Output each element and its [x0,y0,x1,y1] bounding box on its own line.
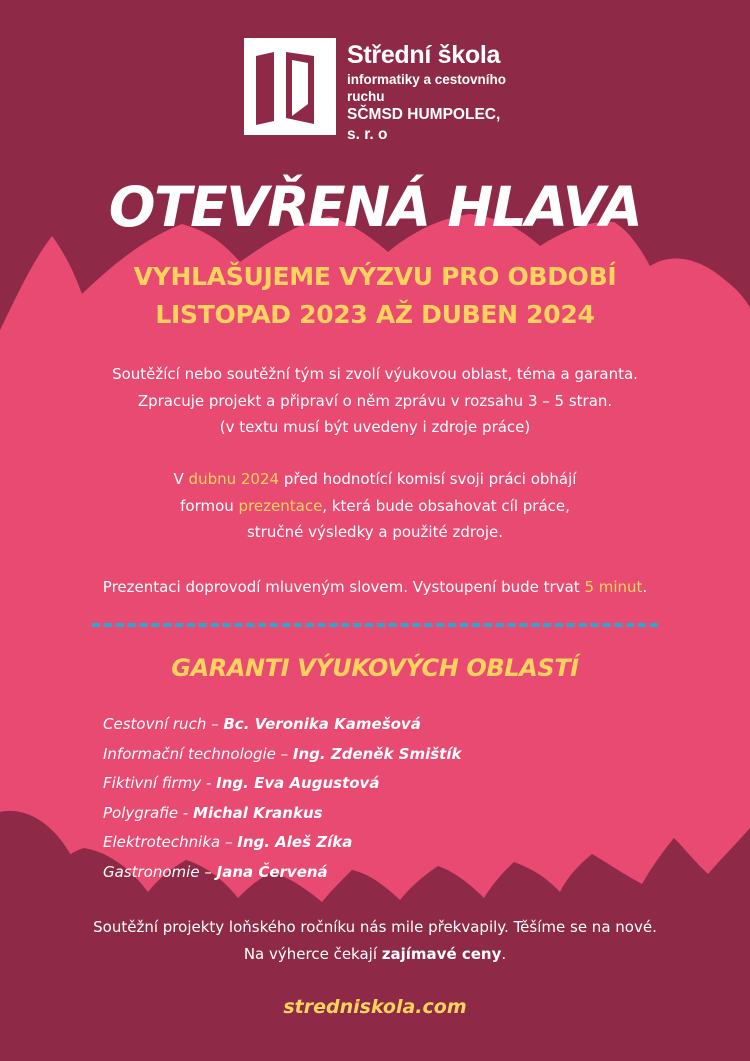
school-logo [244,38,514,143]
list-item: Polygrafie - Michal Krankus [103,803,323,822]
defense-line: V dubnu 2024 před hodnotící komisí svoji práci obhájí [173,470,577,488]
guarantors-list [103,710,461,887]
closing-line: Na výherce čekají zajímavé ceny. [243,944,507,963]
list-item: Gastronomie – Jana Červená [103,862,328,881]
highlight-duration: 5 minut [584,578,643,596]
logo-school-company: SČMSD HUMPOLEC, s. r. o [347,106,501,143]
defense-line: formou prezentace, která bude obsahovat cíl práce, [180,496,570,515]
defense-line: stručné výsledky a použité zdroje. [246,523,504,541]
list-item: Fiktivní firmy - Ing. Eva Augustová [103,774,380,792]
logo-school-field: informatiky a cestovního ruchu [347,72,507,104]
list-item: Informační technologie – Ing. Zdeněk Smištík [103,744,462,763]
closing-line: Soutěžní projekty loňského ročníku nás mile překvapily. Těšíme se na nové. [93,918,657,936]
subtitle [0,258,750,334]
highlight-presentation: prezentace [238,496,323,515]
list-item: Elektrotechnika – Ing. Aleš Zíka [103,833,353,851]
subtitle-line: VYHLAŠUJEME VÝZVU PRO OBDOBÍ [133,262,617,291]
highlight-date: dubnu 2024 [188,470,280,488]
closing-paragraph [0,914,750,967]
subtitle-line: LISTOPAD 2023 AŽ DUBEN 2024 [155,300,595,329]
logo-school-name: Střední škola [347,41,501,69]
website-link[interactable]: stredniskola.com [283,996,467,1018]
defense-paragraph [0,466,750,546]
page-title: OTEVŘENÁ HLAVA [108,175,642,239]
intro-line: (v textu musí být uvedeny i zdroje práce) [219,418,531,436]
intro-line: Zpracuje projekt a připraví o něm zprávu v rozsahu 3 – 5 stran. [137,391,613,410]
intro-line: Soutěžící nebo soutěžní tým si zvolí výukovou oblast, téma a garanta. [112,365,638,383]
school-logo-icon [244,38,336,135]
prizes-emphasis: zajímavé ceny [381,944,502,963]
intro-paragraph [0,361,750,441]
list-item: Cestovní ruch – Bc. Veronika Kamešová [103,715,421,733]
presentation-paragraph: Prezentaci doprovodí mluveným slovem. Vystoupení bude trvat 5 minut. [102,578,648,596]
guarantors-heading: GARANTI VÝUKOVÝCH OBLASTÍ [171,654,579,682]
dashed-divider [92,623,658,627]
